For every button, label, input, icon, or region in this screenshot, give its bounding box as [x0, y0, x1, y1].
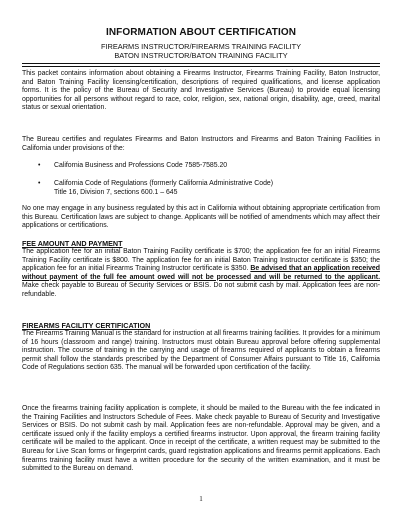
bullet-icon: •: [38, 162, 41, 169]
fee-warning: Be advised that an application received without payment of the full fee amount owed will not be processed and will be returned to the applicant.: [22, 265, 380, 281]
fee-paragraph: [22, 248, 380, 300]
intro-paragraph-3: No one may engage in any business regulated by this act in California without obtaining appropriate certification from this Bureau. Certification laws are subject to change. Applicants will be notified of amendments which may affect their applications or certifications.: [22, 205, 380, 230]
divider-bottom: [22, 66, 380, 67]
fee-text-b: Make check payable to Bureau of Security Services or BSIS. Do not submit cash by mail. Application fees are non-refundable.: [22, 282, 380, 298]
bullet-line-2: Title 16, Division 7, sections 600.1 – 645: [54, 188, 178, 196]
bullet-text: [54, 180, 374, 197]
divider-top: [22, 63, 380, 64]
bullet-text: California Business and Professions Code 7585-7585.20: [54, 162, 228, 169]
subtitle-line-2: BATON INSTRUCTOR/BATON TRAINING FACILITY: [114, 51, 288, 60]
intro-paragraph-1: This packet contains information about obtaining a Firearms Instructor, Firearms Training Facility, Baton Instructor, and Baton Training Facility licensing/certification, descriptions of required qualifications, and license application forms. It is the policy of the Bureau of Security and Investigative Services (Bureau) to provide equal licensing opportunities for all persons without regard to race, color, religion, sex, national origin, disability, age, creed, marital status or sexual orientation.: [22, 70, 380, 112]
intro-paragraph-2: The Bureau certifies and regulates Firearms and Baton Instructors and Firearms and Baton Training Facilities in California under provisions of the:: [22, 136, 380, 152]
fee-text-a: The application fee for an initial Baton Training Facility certificate is $700; the application fee for an initial Firearms Training Facility certificate is $800. The application fee for an initial Baton Training Instructor certificate is $350; the application fee for an initial Firearms Training Instructor certificate is $350.: [22, 248, 380, 273]
bullet-icon: •: [38, 180, 41, 187]
page-number: 1: [199, 495, 203, 503]
subtitle-line-1: FIREARMS INSTRUCTOR/FIREARMS TRAINING FACILITY: [100, 42, 302, 51]
facility-paragraph-1: The Firearms Training Manual is the standard for instruction at all firearms training facilities. It provides for a minimum of 16 hours (classroom and range) training. Instructors must obtain Bureau approval before offering supplemental instruction. The course of training in the carrying and usage of firearms required of applicants to obtain a firearms permit shall follow the standards prescribed by the Department of Consumer Affairs pursuant to Title 16, California Code of Regulations section 635. The manual will be forwarded upon certification of the facility.: [22, 330, 380, 372]
page-title: INFORMATION ABOUT CERTIFICATION: [105, 27, 297, 38]
bullet-line-1: California Code of Regulations (formerly California Administrative Code): [54, 180, 274, 187]
facility-heading: FIREARMS FACILITY CERTIFICATION: [22, 321, 151, 330]
fee-heading: FEE AMOUNT AND PAYMENT: [22, 239, 123, 248]
facility-paragraph-2: Once the firearms training facility application is complete, it should be mailed to the Bureau with the fee indicated in the Training Facilities and Instructors Schedule of Fees. Make check payable to Bureau of Security and Investigative Services or BSIS. Do not submit cash by mail. Application fees are non-refundable. Approval may be given, and a certificate issued only if the facility employs a certified firearms instructor. Upon approval, the firearm training facility certificate will be mailed to the applicant. Once in receipt of the certificate, a written request may be submitted to the Bureau for Live Scan forms or fingerprint cards, guard registration applications and firearms permit applications. Each firearms training facility must have a written procedure for the security of the written examination, and it must be submitted to the Bureau on demand.: [22, 405, 380, 473]
